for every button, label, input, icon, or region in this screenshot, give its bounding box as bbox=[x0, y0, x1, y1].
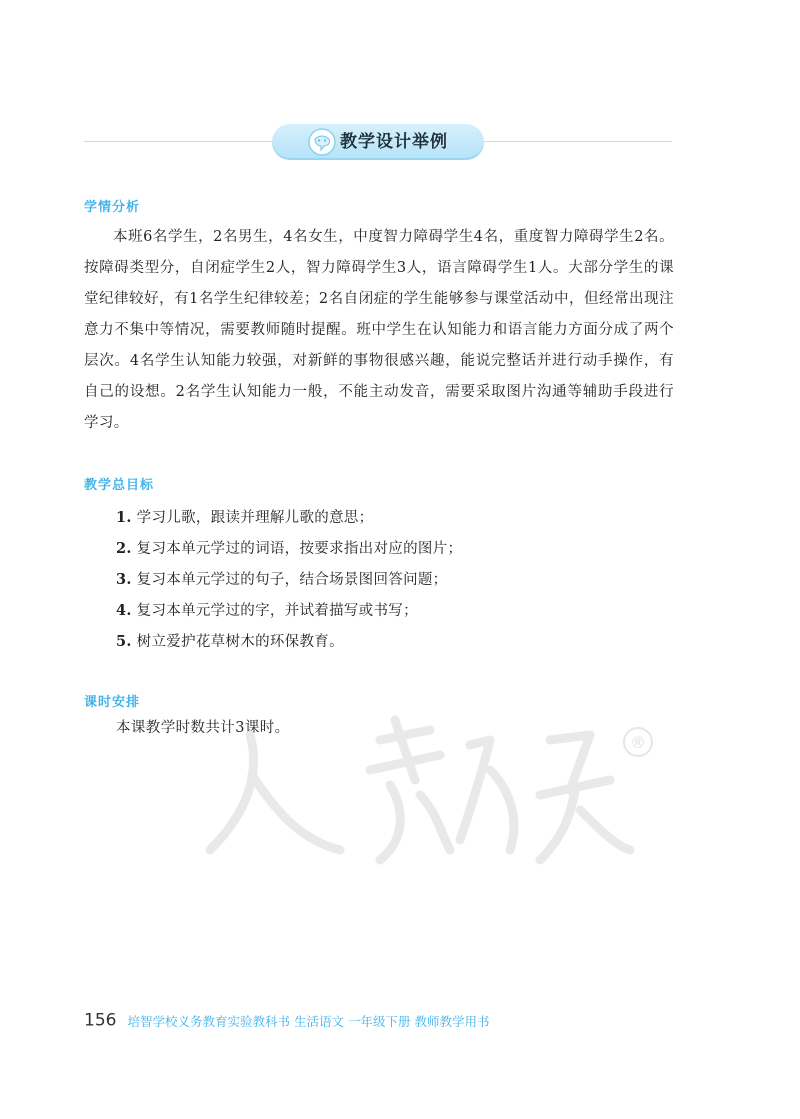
quote-bubble-icon bbox=[307, 127, 337, 157]
page-footer bbox=[84, 1010, 489, 1031]
section-heading-analysis: 学情分析 bbox=[84, 200, 141, 215]
list-item bbox=[116, 626, 462, 657]
list-item bbox=[116, 502, 462, 533]
item-text: 学习儿歌，跟读并理解儿歌的意思； bbox=[136, 510, 374, 526]
header-rule-right bbox=[478, 141, 672, 142]
item-number: 3. bbox=[116, 571, 132, 588]
schedule-text: 本课教学时数共计3课时。 bbox=[116, 720, 290, 736]
section-banner bbox=[272, 124, 484, 160]
item-text: 树立爱护花草树木的环保教育。 bbox=[136, 634, 344, 650]
list-item bbox=[116, 595, 462, 626]
registered-mark: ® bbox=[630, 733, 646, 752]
section-heading-goals: 教学总目标 bbox=[84, 478, 155, 493]
item-text: 复习本单元学过的句子，结合场景图回答问题； bbox=[136, 572, 448, 588]
item-number: 1. bbox=[116, 509, 132, 526]
item-number: 2. bbox=[116, 540, 132, 557]
list-item bbox=[116, 564, 462, 595]
item-number: 4. bbox=[116, 602, 132, 619]
analysis-paragraph: 本班6名学生，2名男生，4名女生，中度智力障碍学生4名，重度智力障碍学生2名。按障碍类型分，自闭症学生2人，智力障碍学生3人，语言障碍学生1人。大部分学生的课堂纪律较好，有1名学生纪律较差；2名自闭症的学生能够参与课堂活动中，但经常出现注意力不集中等情况，需要教师随时提醒。班中学生在认知能力和语言能力方面分成了两个层次。4名学生认知能力较强，对新鲜的事物很感兴趣，能说完整话并进行动手操作，有自己的设想。2名学生认知能力一般，不能主动发音，需要采取图片沟通等辅助手段进行学习。 bbox=[84, 229, 674, 431]
header-rule-left bbox=[84, 141, 284, 142]
footer-book-title: 培智学校义务教育实验教科书 生活语文 一年级下册 教师教学用书 bbox=[127, 1013, 490, 1029]
page-title: 教学设计举例 bbox=[340, 132, 448, 152]
page-number: 156 bbox=[84, 1010, 117, 1031]
item-text: 复习本单元学过的字，并试着描写或书写； bbox=[136, 603, 418, 619]
list-item bbox=[116, 533, 462, 564]
item-text: 复习本单元学过的词语，按要求指出对应的图片； bbox=[136, 541, 463, 557]
section-heading-schedule: 课时安排 bbox=[84, 695, 141, 710]
item-number: 5. bbox=[116, 633, 132, 650]
publisher-watermark bbox=[190, 700, 670, 900]
goal-list bbox=[116, 502, 462, 657]
